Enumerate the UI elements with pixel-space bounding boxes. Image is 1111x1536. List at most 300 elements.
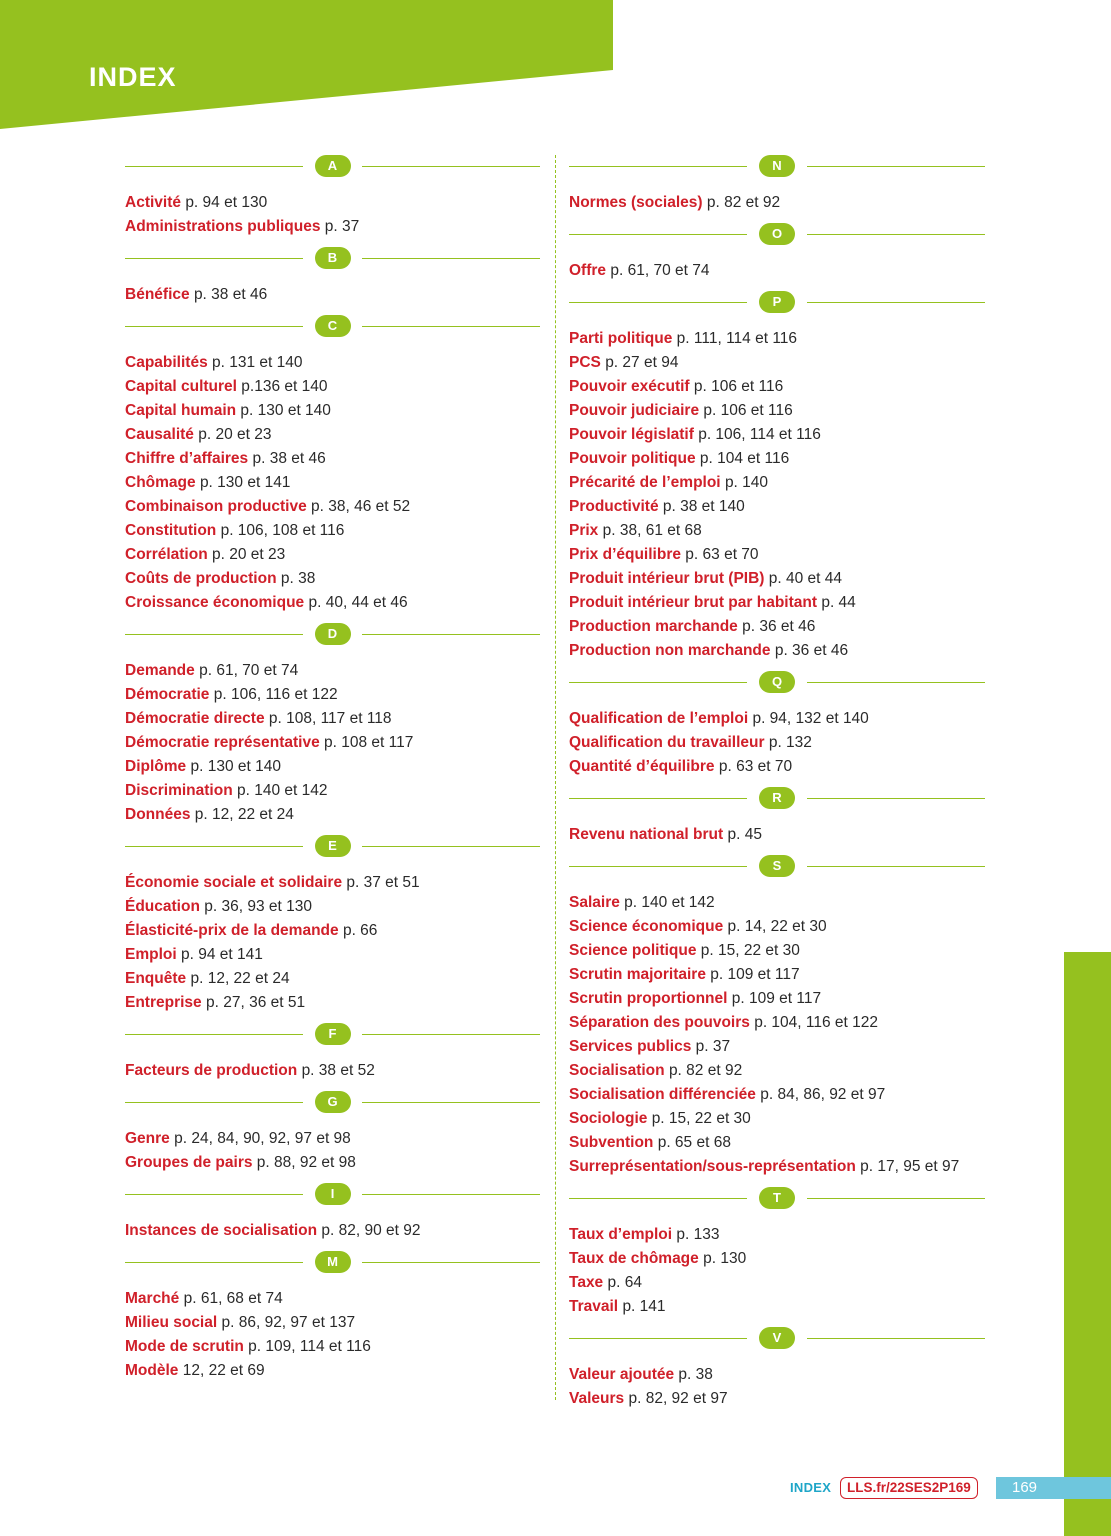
- entry-pages: p. 140: [724, 474, 769, 491]
- letter-separator-g: [125, 1091, 540, 1113]
- letter-separator-s: [569, 855, 985, 877]
- separator-line: [807, 1338, 985, 1339]
- entry-term: Valeurs: [569, 1390, 625, 1407]
- letter-badge: Q: [759, 671, 795, 693]
- entry-pages: p. 45: [727, 826, 762, 843]
- entry-pages: p. 63 et 70: [685, 546, 759, 563]
- index-entry: [125, 591, 540, 615]
- entry-term: Chiffre d’affaires: [125, 450, 249, 467]
- index-entry: [125, 351, 540, 375]
- entry-pages: p. 111, 114 et 116: [676, 330, 798, 347]
- entry-term: Socialisation: [569, 1062, 665, 1079]
- entry-pages: p. 40 et 44: [768, 570, 843, 587]
- separator-line: [807, 682, 985, 683]
- entry-pages: p. 64: [607, 1274, 642, 1291]
- entry-term: Administrations publiques: [125, 218, 321, 235]
- index-entry: [125, 1359, 540, 1383]
- entry-term: Enquête: [125, 970, 187, 987]
- entry-term: Pouvoir législatif: [569, 426, 694, 443]
- entry-term: Discrimination: [125, 782, 233, 799]
- letter-badge: G: [315, 1091, 351, 1113]
- index-entry: [125, 1311, 540, 1335]
- entry-pages: p. 38 et 46: [193, 286, 268, 303]
- entry-pages: p. 104, 116 et 122: [754, 1014, 879, 1031]
- entry-list: [125, 269, 540, 307]
- entry-list: [125, 337, 540, 615]
- letter-separator-a: [125, 155, 540, 177]
- separator-line: [569, 166, 747, 167]
- index-column-left: [125, 155, 540, 1391]
- entry-pages: p. 20 et 23: [212, 546, 286, 563]
- entry-term: Modèle: [125, 1362, 179, 1379]
- index-entry: [569, 375, 985, 399]
- entry-term: PCS: [569, 354, 601, 371]
- entry-list: [569, 1349, 985, 1411]
- index-entry: [569, 891, 985, 915]
- letter-badge: I: [315, 1183, 351, 1205]
- entry-pages: p. 36, 93 et 130: [204, 898, 312, 915]
- index-entry: [125, 731, 540, 755]
- letter-badge: F: [315, 1023, 351, 1045]
- entry-term: Prix: [569, 522, 599, 539]
- entry-pages: p. 82 et 92: [706, 194, 781, 211]
- side-accent-bar: [1064, 952, 1111, 1536]
- entry-pages: p. 130 et 140: [190, 758, 281, 775]
- entry-term: Salaire: [569, 894, 620, 911]
- entry-pages: p. 38, 46 et 52: [311, 498, 411, 515]
- index-entry: [569, 963, 985, 987]
- separator-line: [125, 326, 303, 327]
- letter-separator-q: [569, 671, 985, 693]
- entry-term: Quantité d’équilibre: [569, 758, 715, 775]
- entry-pages: p. 27, 36 et 51: [205, 994, 306, 1011]
- entry-pages: p. 37: [324, 218, 360, 235]
- entry-term: Pouvoir exécutif: [569, 378, 690, 395]
- index-entry: [569, 1107, 985, 1131]
- entry-pages: p. 94 et 130: [185, 194, 268, 211]
- separator-line: [362, 634, 540, 635]
- entry-term: Travail: [569, 1298, 619, 1315]
- entry-pages: p. 132: [768, 734, 812, 751]
- index-entry: [569, 1011, 985, 1035]
- entry-list: [569, 177, 985, 215]
- entry-pages: p. 40, 44 et 46: [308, 594, 408, 611]
- entry-term: Entreprise: [125, 994, 202, 1011]
- entry-pages: p. 94 et 141: [180, 946, 263, 963]
- entry-term: Taux d’emploi: [569, 1226, 673, 1243]
- entry-pages: p. 104 et 116: [699, 450, 790, 467]
- entry-term: Capital culturel: [125, 378, 237, 395]
- entry-pages: p. 130: [703, 1250, 747, 1267]
- separator-line: [125, 1262, 303, 1263]
- entry-pages: p. 106, 108 et 116: [220, 522, 345, 539]
- entry-pages: p. 36 et 46: [774, 642, 849, 659]
- index-entry: [569, 327, 985, 351]
- separator-line: [569, 798, 747, 799]
- entry-pages: p. 61, 70 et 74: [610, 262, 710, 279]
- entry-term: Sociologie: [569, 1110, 648, 1127]
- index-entry: [125, 1059, 540, 1083]
- index-entry: [569, 1247, 985, 1271]
- separator-line: [362, 1262, 540, 1263]
- footer-web-link[interactable]: LLS.fr/22SES2P169: [840, 1477, 978, 1499]
- separator-line: [125, 258, 303, 259]
- letter-separator-o: [569, 223, 985, 245]
- index-entry: [569, 615, 985, 639]
- page-number-tab: [996, 1477, 1111, 1499]
- index-entry: [125, 375, 540, 399]
- entry-pages: p. 65 et 68: [657, 1134, 731, 1151]
- entry-pages: p. 86, 92, 97 et 137: [221, 1314, 356, 1331]
- entry-term: Élasticité-prix de la demande: [125, 922, 339, 939]
- entry-term: Mode de scrutin: [125, 1338, 244, 1355]
- entry-term: Capital humain: [125, 402, 237, 419]
- entry-pages: p. 14, 22 et 30: [727, 918, 827, 935]
- footer-section-label: INDEX: [790, 1480, 832, 1495]
- index-entry: [569, 755, 985, 779]
- index-entry: [125, 967, 540, 991]
- page-title: INDEX: [89, 62, 177, 92]
- index-entry: [125, 683, 540, 707]
- letter-separator-m: [125, 1251, 540, 1273]
- entry-term: Milieu social: [125, 1314, 218, 1331]
- entry-pages: p. 38 et 46: [252, 450, 326, 467]
- entry-pages: p. 88, 92 et 98: [256, 1154, 356, 1171]
- entry-term: Marché: [125, 1290, 180, 1307]
- entry-term: Séparation des pouvoirs: [569, 1014, 750, 1031]
- index-entry: [569, 1083, 985, 1107]
- index-entry: [569, 987, 985, 1011]
- entry-pages: p. 44: [821, 594, 856, 611]
- entry-term: Constitution: [125, 522, 217, 539]
- separator-line: [807, 166, 985, 167]
- entry-pages: p. 63 et 70: [718, 758, 793, 775]
- letter-badge: B: [315, 247, 351, 269]
- entry-term: Éducation: [125, 898, 200, 915]
- letter-badge: S: [759, 855, 795, 877]
- separator-line: [569, 234, 747, 235]
- index-entry: [569, 495, 985, 519]
- index-entry: [125, 1335, 540, 1359]
- index-entry: [125, 1127, 540, 1151]
- entry-pages: p.136 et 140: [241, 378, 328, 395]
- entry-pages: p. 15, 22 et 30: [700, 942, 800, 959]
- index-entry: [569, 519, 985, 543]
- index-entry: [125, 447, 540, 471]
- letter-badge: T: [759, 1187, 795, 1209]
- index-entry: [125, 215, 540, 239]
- entry-pages: p. 38: [678, 1366, 713, 1383]
- separator-line: [362, 1034, 540, 1035]
- entry-pages: p. 109, 114 et 116: [248, 1338, 371, 1355]
- entry-term: Science politique: [569, 942, 697, 959]
- entry-pages: p. 20 et 23: [198, 426, 272, 443]
- index-entry: [125, 471, 540, 495]
- index-entry: [125, 707, 540, 731]
- entry-term: Scrutin proportionnel: [569, 990, 728, 1007]
- separator-line: [362, 326, 540, 327]
- letter-badge: P: [759, 291, 795, 313]
- entry-term: Genre: [125, 1130, 170, 1147]
- letter-separator-f: [125, 1023, 540, 1045]
- index-entry: [569, 823, 985, 847]
- index-entry: [569, 191, 985, 215]
- entry-pages: p. 17, 95 et 97: [860, 1158, 960, 1175]
- index-entry: [569, 639, 985, 663]
- entry-term: Données: [125, 806, 191, 823]
- entry-term: Diplôme: [125, 758, 187, 775]
- entry-term: Emploi: [125, 946, 177, 963]
- entry-list: [125, 1205, 540, 1243]
- entry-term: Activité: [125, 194, 181, 211]
- entry-term: Capabilités: [125, 354, 208, 371]
- letter-badge: O: [759, 223, 795, 245]
- entry-list: [569, 809, 985, 847]
- entry-term: Production non marchande: [569, 642, 771, 659]
- entry-term: Qualification du travailleur: [569, 734, 765, 751]
- entry-pages: p. 106, 114 et 116: [698, 426, 821, 443]
- entry-pages: p. 106 et 116: [703, 402, 793, 419]
- entry-term: Taux de chômage: [569, 1250, 699, 1267]
- letter-separator-p: [569, 291, 985, 313]
- index-entry: [569, 707, 985, 731]
- entry-term: Démocratie directe: [125, 710, 265, 727]
- separator-line: [362, 258, 540, 259]
- entry-term: Valeur ajoutée: [569, 1366, 675, 1383]
- entry-pages: p. 38, 61 et 68: [602, 522, 702, 539]
- index-entry: [569, 939, 985, 963]
- entry-pages: p. 24, 84, 90, 92, 97 et 98: [174, 1130, 351, 1147]
- index-entry: [125, 943, 540, 967]
- letter-badge: R: [759, 787, 795, 809]
- index-entry: [569, 351, 985, 375]
- entry-pages: p. 108, 117 et 118: [268, 710, 392, 727]
- entry-term: Croissance économique: [125, 594, 305, 611]
- letter-separator-e: [125, 835, 540, 857]
- letter-badge: E: [315, 835, 351, 857]
- entry-term: Corrélation: [125, 546, 208, 563]
- entry-pages: p. 84, 86, 92 et 97: [760, 1086, 886, 1103]
- letter-separator-r: [569, 787, 985, 809]
- separator-line: [569, 1198, 747, 1199]
- entry-pages: p. 141: [622, 1298, 666, 1315]
- letter-separator-n: [569, 155, 985, 177]
- entry-pages: p. 38 et 140: [662, 498, 745, 515]
- index-entry: [569, 1223, 985, 1247]
- index-entry: [125, 519, 540, 543]
- separator-line: [362, 1102, 540, 1103]
- entry-list: [569, 1209, 985, 1319]
- entry-term: Normes (sociales): [569, 194, 703, 211]
- entry-pages: p. 38: [280, 570, 316, 587]
- entry-pages: 12, 22 et 69: [182, 1362, 265, 1379]
- entry-pages: p. 109 et 117: [731, 990, 822, 1007]
- entry-term: Produit intérieur brut (PIB): [569, 570, 765, 587]
- index-entry: [125, 283, 540, 307]
- letter-badge: M: [315, 1251, 351, 1273]
- separator-line: [125, 166, 303, 167]
- entry-list: [125, 645, 540, 827]
- index-entry: [569, 471, 985, 495]
- entry-term: Science économique: [569, 918, 724, 935]
- entry-term: Causalité: [125, 426, 194, 443]
- entry-term: Combinaison productive: [125, 498, 307, 515]
- separator-line: [569, 866, 747, 867]
- entry-term: Services publics: [569, 1038, 692, 1055]
- letter-separator-b: [125, 247, 540, 269]
- index-entry: [569, 259, 985, 283]
- entry-pages: p. 37: [695, 1038, 731, 1055]
- index-entry: [569, 447, 985, 471]
- entry-pages: p. 140 et 142: [236, 782, 328, 799]
- entry-list: [125, 857, 540, 1015]
- entry-term: Production marchande: [569, 618, 738, 635]
- separator-line: [362, 166, 540, 167]
- entry-list: [569, 245, 985, 283]
- separator-line: [125, 846, 303, 847]
- separator-line: [807, 302, 985, 303]
- letter-badge: C: [315, 315, 351, 337]
- entry-list: [125, 1273, 540, 1383]
- letter-separator-t: [569, 1187, 985, 1209]
- entry-list: [125, 177, 540, 239]
- separator-line: [362, 1194, 540, 1195]
- index-entry: [125, 755, 540, 779]
- entry-term: Parti politique: [569, 330, 673, 347]
- index-entry: [569, 915, 985, 939]
- entry-pages: p. 106 et 116: [693, 378, 784, 395]
- entry-pages: p. 27 et 94: [605, 354, 679, 371]
- entry-list: [569, 693, 985, 779]
- entry-term: Prix d’équilibre: [569, 546, 681, 563]
- entry-pages: p. 12, 22 et 24: [190, 970, 290, 987]
- entry-list: [569, 313, 985, 663]
- separator-line: [569, 302, 747, 303]
- entry-term: Bénéfice: [125, 286, 190, 303]
- entry-term: Pouvoir judiciaire: [569, 402, 700, 419]
- entry-term: Demande: [125, 662, 195, 679]
- entry-term: Économie sociale et solidaire: [125, 874, 343, 891]
- separator-line: [807, 866, 985, 867]
- entry-pages: p. 61, 70 et 74: [199, 662, 299, 679]
- letter-badge: D: [315, 623, 351, 645]
- index-entry: [569, 543, 985, 567]
- entry-term: Démocratie: [125, 686, 210, 703]
- separator-line: [569, 682, 747, 683]
- entry-pages: p. 94, 132 et 140: [752, 710, 869, 727]
- letter-separator-i: [125, 1183, 540, 1205]
- entry-term: Surreprésentation/sous-représentation: [569, 1158, 856, 1175]
- index-entry: [569, 1155, 985, 1179]
- entry-term: Chômage: [125, 474, 196, 491]
- entry-pages: p. 61, 68 et 74: [183, 1290, 283, 1307]
- column-divider: [555, 155, 556, 1400]
- index-entry: [125, 495, 540, 519]
- entry-term: Qualification de l’emploi: [569, 710, 749, 727]
- entry-pages: p. 108 et 117: [324, 734, 414, 751]
- index-entry: [125, 567, 540, 591]
- entry-term: Précarité de l’emploi: [569, 474, 721, 491]
- entry-pages: p. 140 et 142: [624, 894, 715, 911]
- letter-badge: N: [759, 155, 795, 177]
- separator-line: [125, 1034, 303, 1035]
- separator-line: [125, 634, 303, 635]
- entry-list: [569, 877, 985, 1179]
- index-entry: [569, 423, 985, 447]
- separator-line: [125, 1102, 303, 1103]
- entry-term: Scrutin majoritaire: [569, 966, 706, 983]
- entry-term: Instances de socialisation: [125, 1222, 318, 1239]
- index-entry: [125, 399, 540, 423]
- letter-separator-c: [125, 315, 540, 337]
- entry-term: Offre: [569, 262, 607, 279]
- index-entry: [125, 919, 540, 943]
- entry-pages: p. 82, 90 et 92: [321, 1222, 421, 1239]
- index-entry: [125, 1219, 540, 1243]
- separator-line: [125, 1194, 303, 1195]
- entry-pages: p. 131 et 140: [212, 354, 303, 371]
- letter-separator-v: [569, 1327, 985, 1349]
- index-entry: [569, 1271, 985, 1295]
- entry-term: Produit intérieur brut par habitant: [569, 594, 818, 611]
- separator-line: [569, 1338, 747, 1339]
- page-number: 169: [1012, 1479, 1038, 1496]
- index-entry: [125, 871, 540, 895]
- entry-pages: p. 15, 22 et 30: [651, 1110, 751, 1127]
- index-entry: [125, 543, 540, 567]
- separator-line: [807, 1198, 985, 1199]
- entry-list: [125, 1045, 540, 1083]
- entry-pages: p. 109 et 117: [710, 966, 800, 983]
- index-entry: [569, 1295, 985, 1319]
- index-column-right: [569, 155, 985, 1419]
- index-entry: [569, 1059, 985, 1083]
- index-entry: [569, 399, 985, 423]
- index-entry: [569, 591, 985, 615]
- index-entry: [125, 779, 540, 803]
- index-entry: [569, 1363, 985, 1387]
- entry-pages: p. 133: [676, 1226, 720, 1243]
- entry-term: Socialisation différenciée: [569, 1086, 756, 1103]
- index-entry: [569, 567, 985, 591]
- letter-separator-d: [125, 623, 540, 645]
- entry-pages: p. 37 et 51: [346, 874, 420, 891]
- index-entry: [125, 191, 540, 215]
- index-entry: [125, 1287, 540, 1311]
- entry-term: Productivité: [569, 498, 659, 515]
- entry-list: [125, 1113, 540, 1175]
- entry-term: Facteurs de production: [125, 1062, 298, 1079]
- entry-term: Pouvoir politique: [569, 450, 696, 467]
- index-entry: [125, 659, 540, 683]
- entry-pages: p. 38 et 52: [301, 1062, 375, 1079]
- index-entry: [569, 731, 985, 755]
- separator-line: [362, 846, 540, 847]
- separator-line: [807, 798, 985, 799]
- entry-term: Groupes de pairs: [125, 1154, 253, 1171]
- index-entry: [569, 1131, 985, 1155]
- index-entry: [125, 423, 540, 447]
- entry-pages: p. 82 et 92: [668, 1062, 743, 1079]
- index-entry: [569, 1035, 985, 1059]
- entry-term: Taxe: [569, 1274, 604, 1291]
- letter-badge: A: [315, 155, 351, 177]
- index-entry: [569, 1387, 985, 1411]
- entry-pages: p. 130 et 141: [199, 474, 291, 491]
- index-entry: [125, 991, 540, 1015]
- letter-badge: V: [759, 1327, 795, 1349]
- separator-line: [807, 234, 985, 235]
